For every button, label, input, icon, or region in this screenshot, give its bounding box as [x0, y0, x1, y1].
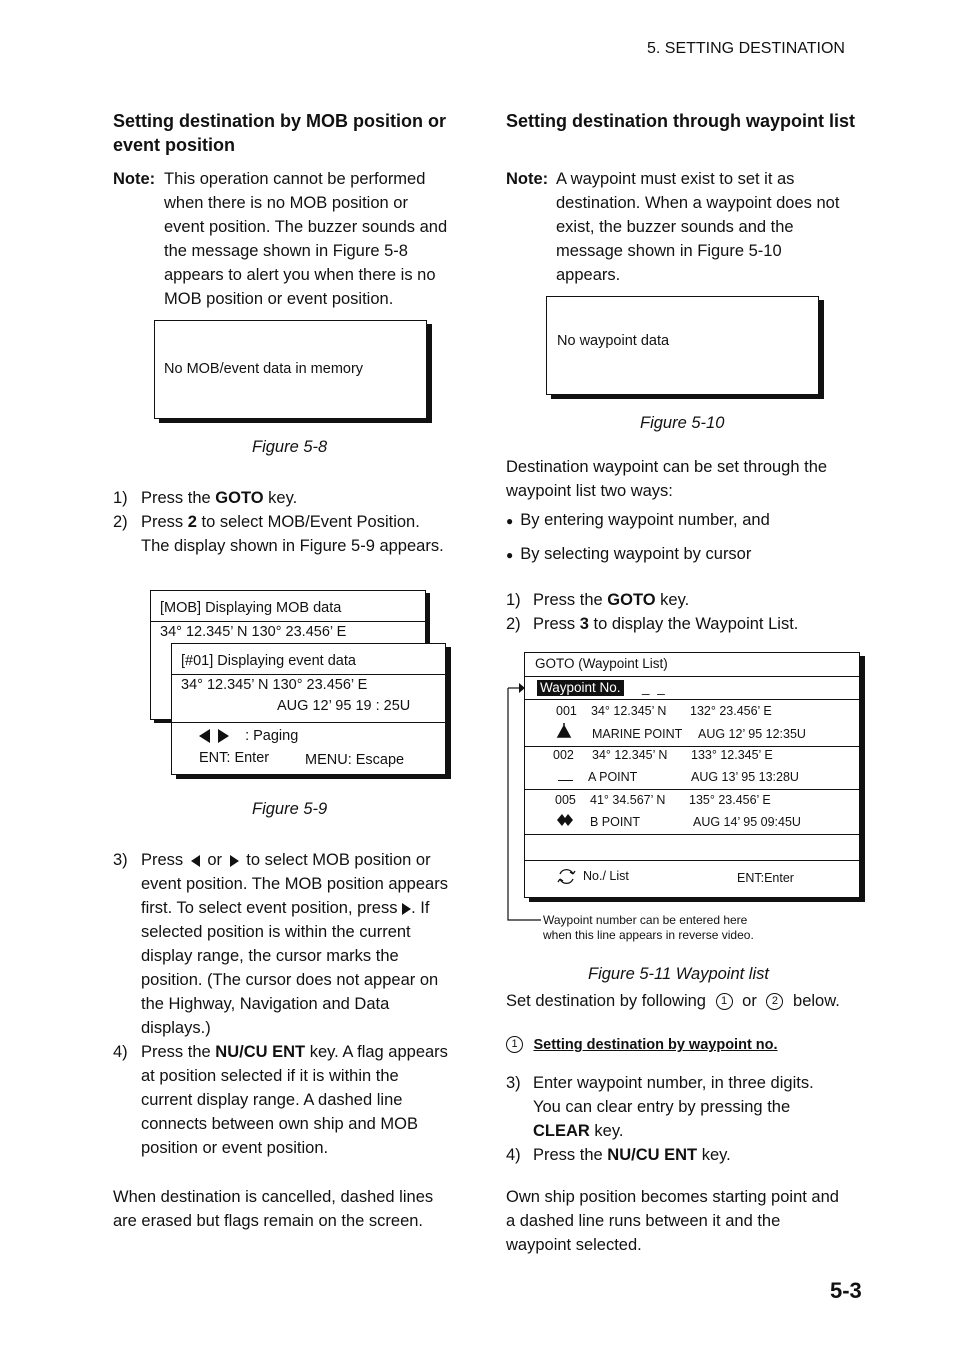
rotary-knob-icon — [556, 866, 577, 887]
fig9-event-divider-2 — [172, 722, 445, 723]
fig9-escape-hint: MENU: Escape — [305, 752, 405, 768]
left-step2-num: 2) — [113, 513, 128, 531]
fig11-callout: Waypoint number can be entered here when this line appears in reverse video. — [543, 913, 754, 942]
left-step1: Press the GOTO key. — [141, 489, 298, 507]
left-note-label: Note: — [113, 170, 156, 188]
fig8-message: No MOB/event data in memory — [164, 361, 364, 377]
left-arrow-icon — [199, 729, 210, 743]
wp-row-005-date: AUG 14’ 95 09:45U — [693, 815, 801, 829]
sub-heading: 1 Setting destination by waypoint no. — [506, 1036, 778, 1054]
wp-row-001-lat: 34° 12.345’ N — [591, 704, 667, 718]
wp-row-005-no: 005 — [555, 793, 576, 807]
left-key-icon — [191, 855, 200, 867]
fig9-mob-title: [MOB] Displaying MOB data — [160, 600, 342, 616]
right-closing: Own ship position becomes starting point and a dashed line runs between it and the waypoint selected. — [506, 1188, 839, 1254]
follow-line: Set destination by following 1 or 2 below. — [506, 992, 840, 1010]
fig11-divider-input — [525, 699, 859, 700]
figure-5-8-message-box — [154, 320, 427, 419]
wp-row-001-name: MARINE POINT — [592, 727, 683, 741]
callout-bracket — [505, 680, 545, 925]
fig9-event-divider-1 — [172, 674, 445, 675]
right-step3-num: 3) — [506, 1074, 521, 1092]
bullet-2: ● By selecting waypoint by cursor — [506, 545, 752, 563]
fish-mark-icon — [555, 811, 575, 829]
underscore-mark-icon — [558, 780, 573, 781]
fig11-footer-enter: ENT:Enter — [737, 871, 794, 885]
right-step1: Press the GOTO key. — [533, 591, 690, 609]
right-intro: Destination waypoint can be set through the waypoint list two ways: — [506, 458, 828, 500]
left-step4: Press the NU/CU ENT key. A flag appears at position selected if it is within the current display range. A dashed line connects between own ship and MOB position or event position. — [141, 1043, 448, 1157]
figure-5-10-message-box — [546, 296, 819, 395]
circled-two-icon: 2 — [766, 993, 783, 1010]
fig9-event-panel — [171, 643, 446, 775]
wp-row-002-no: 002 — [553, 748, 574, 762]
fig9-paging-row: : Paging — [199, 728, 298, 744]
wp-row-002-lat: 34° 12.345’ N — [592, 748, 668, 762]
running-header: 5. SETTING DESTINATION — [647, 40, 845, 57]
right-key-icon — [230, 855, 239, 867]
left-heading: Setting destination by MOB position or event position — [113, 111, 446, 155]
bullet-1: ● By entering waypoint number, and — [506, 511, 770, 529]
waypoint-no-input-label[interactable]: Waypoint No. — [537, 680, 624, 696]
right-arrow-icon — [218, 729, 229, 743]
right-heading: Setting destination through waypoint list — [506, 111, 855, 131]
left-closing: When destination is cancelled, dashed lines are erased but flags remain on the screen. — [113, 1188, 434, 1230]
left-note: This operation cannot be performed when there is no MOB position or event position. The buzzer sounds and the message shown in Figure 5-8 appears to alert you when there is no MOB position or event position. — [164, 170, 448, 308]
right-step2-num: 2) — [506, 615, 521, 633]
wp-row-001-lon: 132° 23.456’ E — [690, 704, 772, 718]
fig9-mob-position: 34° 12.345’ N 130° 23.456’ E — [160, 624, 347, 640]
right-note: A waypoint must exist to set it as destination. When a waypoint does not exist, the buzzer sounds and the message shown in Figure 5-10 appears. — [556, 170, 840, 284]
circled-one-icon: 1 — [506, 1036, 523, 1053]
fig11-divider-footer — [525, 860, 859, 861]
right-key-icon — [402, 903, 411, 915]
wp-row-005-name: B POINT — [590, 815, 641, 829]
right-step1-num: 1) — [506, 591, 521, 609]
left-step4-num: 4) — [113, 1043, 128, 1061]
wp-row-002-date: AUG 13’ 95 13:28U — [691, 770, 799, 784]
fig9-event-position: 34° 12.345’ N 130° 23.456’ E — [181, 677, 368, 693]
right-step2: Press 3 to display the Waypoint List. — [533, 615, 799, 633]
right-note-label: Note: — [506, 170, 549, 188]
left-step1-num: 1) — [113, 489, 128, 507]
fig9-event-date: AUG 12’ 95 19 : 25U — [277, 698, 411, 714]
right-step3: Enter waypoint number, in three digits. You can clear entry by pressing the CLEAR key. — [533, 1074, 814, 1140]
fig10-message: No waypoint data — [557, 333, 670, 349]
fig11-divider-row2 — [525, 789, 859, 790]
wp-row-002-name: A POINT — [588, 770, 638, 784]
fig8-caption: Figure 5-8 — [252, 438, 328, 456]
wp-row-001-date: AUG 12’ 95 12:35U — [698, 727, 806, 741]
wp-row-002-lon: 133° 12.345’ E — [691, 748, 773, 762]
left-step3-num: 3) — [113, 851, 128, 869]
fig11-title: GOTO (Waypoint List) — [535, 656, 668, 671]
circled-one-icon: 1 — [716, 993, 733, 1010]
fig9-mob-divider — [151, 621, 425, 622]
fig9-enter-hint: ENT: Enter — [199, 750, 270, 766]
waypoint-no-input-field[interactable]: _ _ — [642, 680, 667, 695]
fig11-divider-title — [525, 676, 859, 677]
fig9-caption: Figure 5-9 — [252, 800, 328, 818]
right-step4: Press the NU/CU ENT key. — [533, 1146, 731, 1164]
wp-row-005-lat: 41° 34.567’ N — [590, 793, 666, 807]
fig9-event-title: [#01] Displaying event data — [181, 653, 356, 669]
fig11-footer-list: No./ List — [583, 869, 629, 883]
fig10-caption: Figure 5-10 — [640, 414, 725, 432]
fig11-caption: Figure 5-11 Waypoint list — [588, 965, 769, 983]
page-number: 5-3 — [830, 1278, 862, 1303]
left-step3: Press or to select MOB position or event position. The MOB position appears first. To select event position, press . If selected position is within the current display range, the cursor marks the position. (The cursor does not appear on the Highway, Navigation and Data displays.) — [141, 851, 448, 1037]
anchor-mark-icon — [555, 723, 573, 739]
fig11-waypoint-list — [524, 652, 860, 898]
wp-row-005-lon: 135° 23.456’ E — [689, 793, 771, 807]
fig11-divider-row1 — [525, 746, 859, 747]
left-step2: Press 2 to select MOB/Event Position. The display shown in Figure 5-9 appears. — [141, 513, 444, 555]
fig11-divider-row3 — [525, 834, 859, 835]
right-step4-num: 4) — [506, 1146, 521, 1164]
wp-row-001-no: 001 — [556, 704, 577, 718]
